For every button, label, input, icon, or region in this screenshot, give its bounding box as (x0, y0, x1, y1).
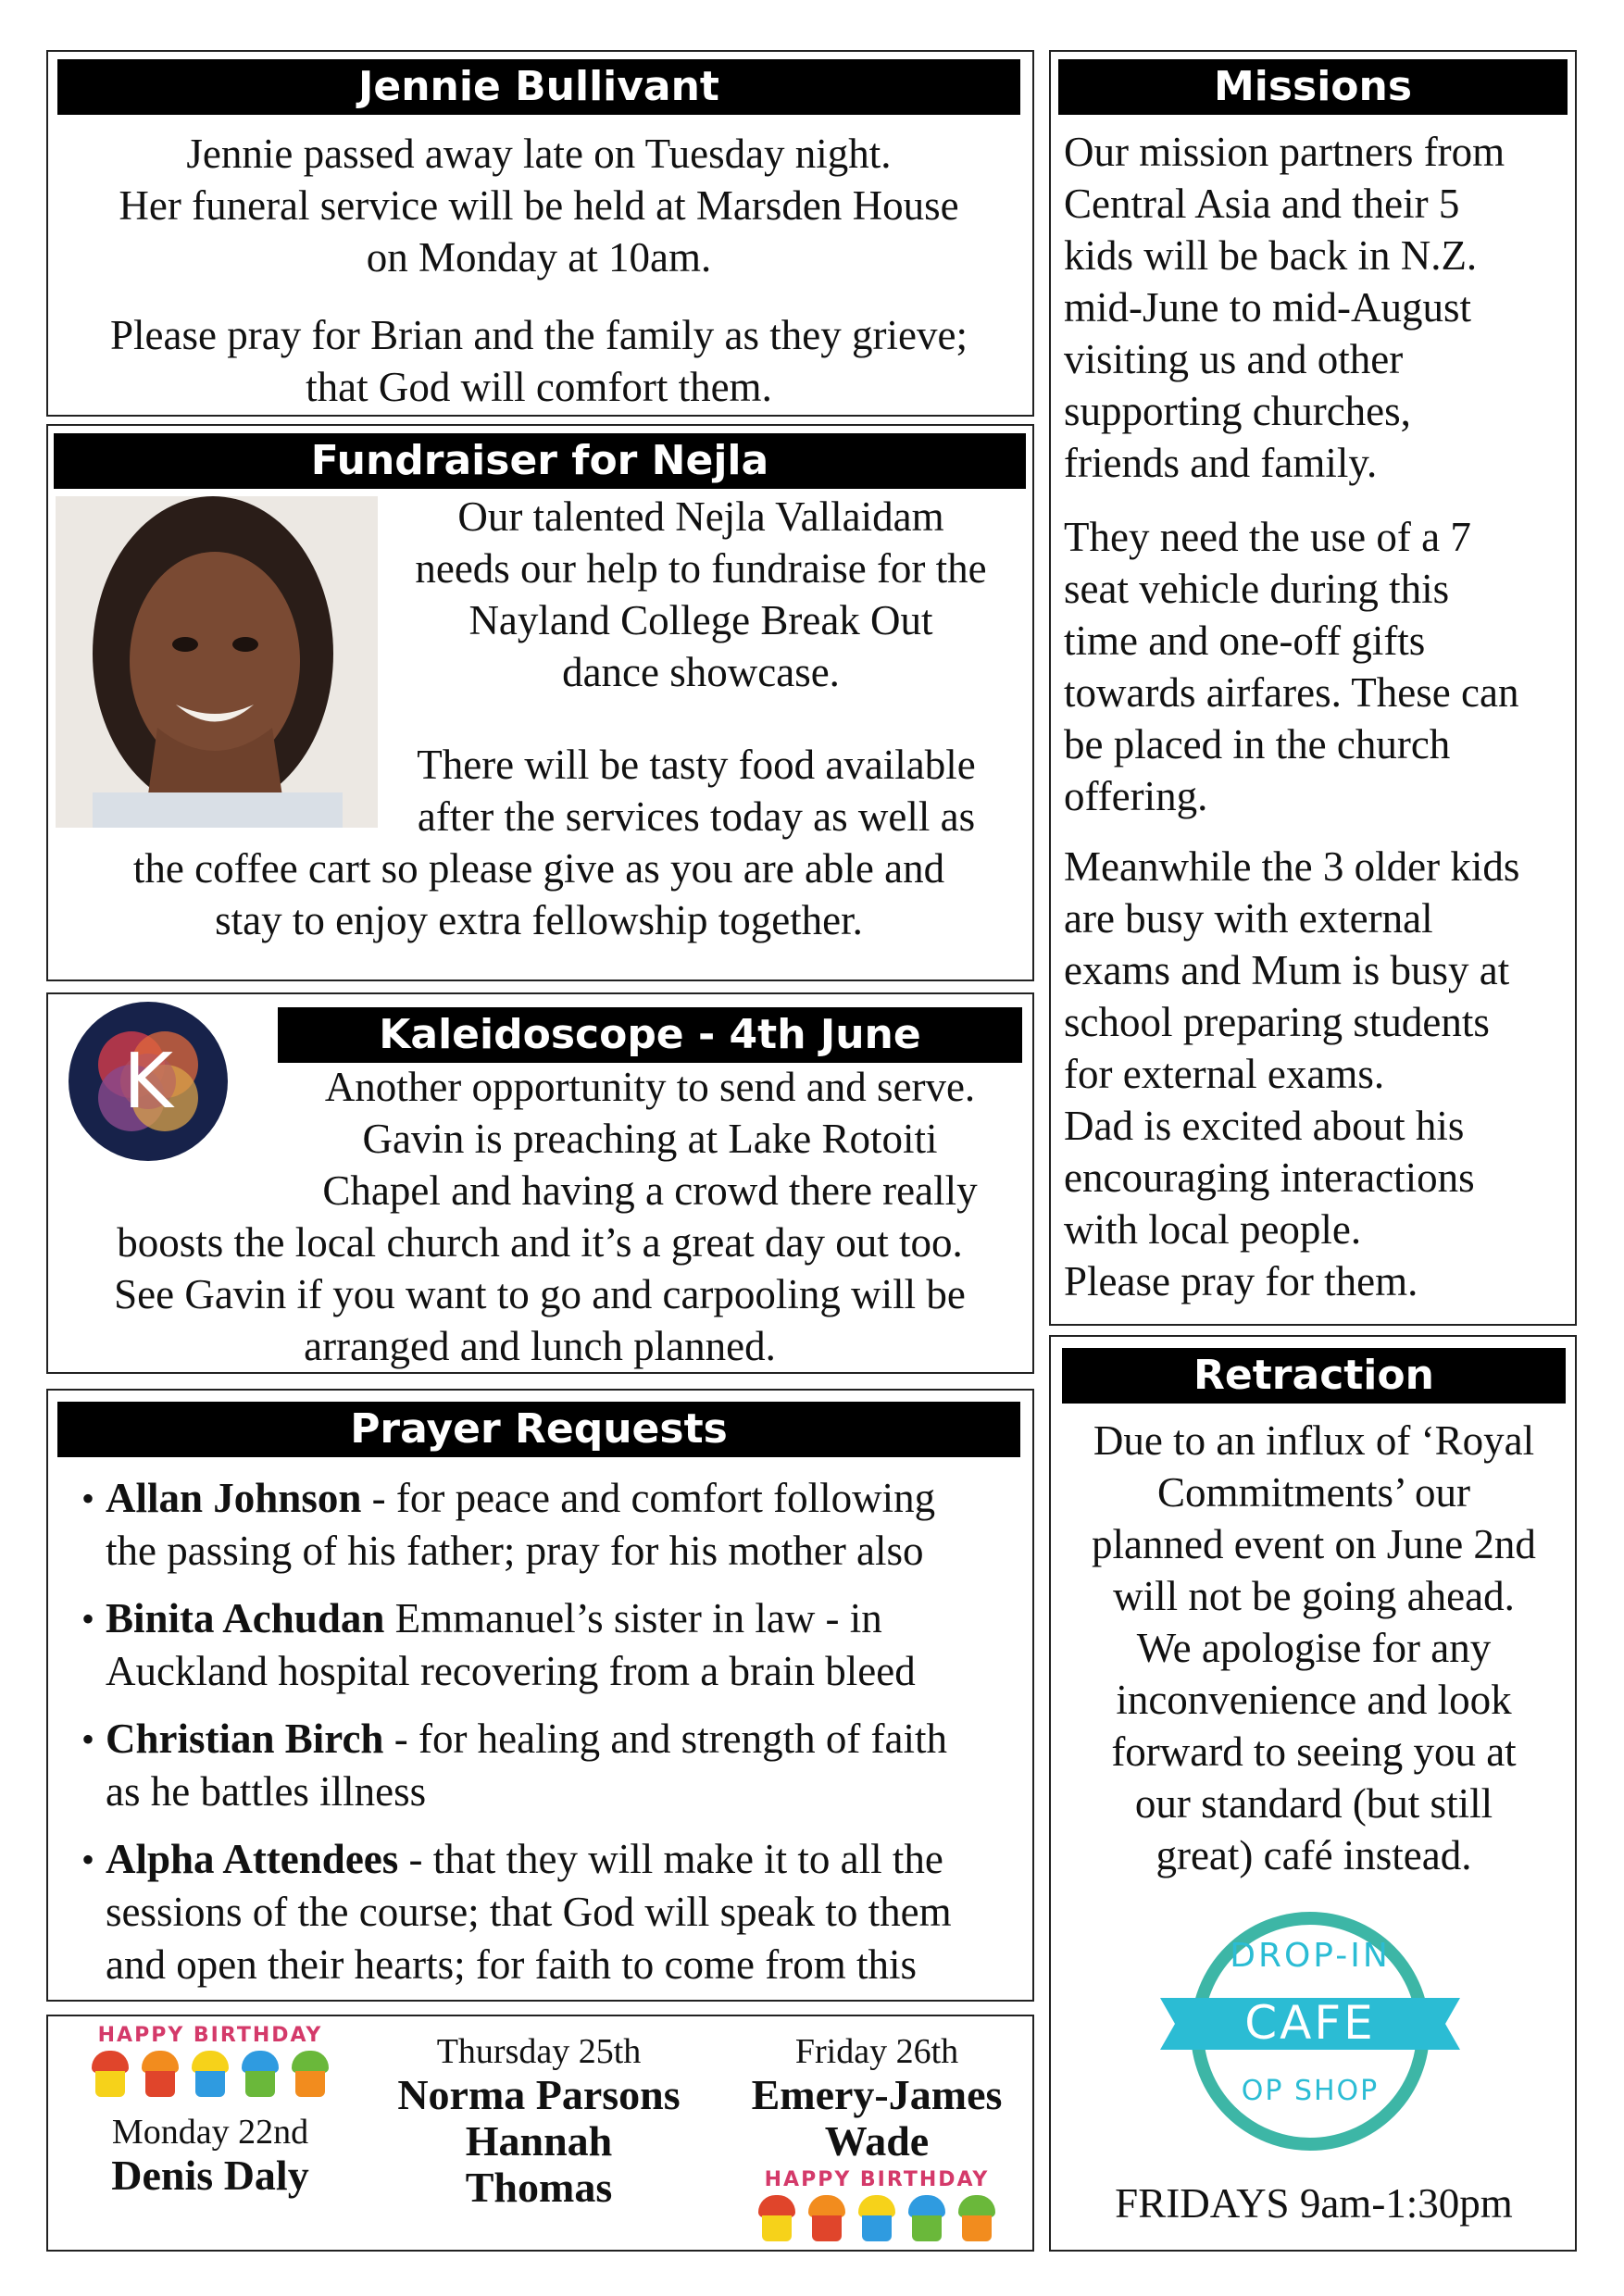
missions-line: supporting churches, (1064, 388, 1411, 434)
jennie-line: Please pray for Brian and the family as they grieve; (110, 312, 968, 358)
fundraiser-line: Nayland College Break Out (468, 597, 933, 643)
prayer-detail: and open their hearts; for faith to come from this (106, 1941, 917, 1988)
kaleidoscope-line: See Gavin if you want to go and carpooling will be (114, 1271, 966, 1317)
kaleidoscope-text-bottom (56, 1217, 1024, 1372)
dropin-cafe-logo (1143, 1911, 1477, 2152)
kaleidoscope-line: Gavin is preaching at Lake Rotoiti (362, 1116, 938, 1162)
jennie-line: that God will comfort them. (306, 364, 772, 410)
birthday-name: Emery-James (751, 2071, 1003, 2118)
kaleidoscope-logo-letter: K (123, 1038, 173, 1126)
missions-line: Dad is excited about his (1064, 1103, 1465, 1149)
missions-heading: Missions (1058, 59, 1568, 115)
missions-line: are busy with external (1064, 895, 1433, 942)
retraction-line: will not be going ahead. (1113, 1573, 1515, 1619)
missions-line: for external exams. (1064, 1051, 1385, 1097)
missions-line: mid-June to mid-August (1064, 284, 1471, 331)
retraction-line: forward to seeing you at (1111, 1728, 1517, 1775)
birthday-col-2 (354, 2031, 724, 2211)
prayer-item (81, 1472, 1068, 1578)
nejla-photo (56, 496, 378, 828)
missions-line: time and one-off gifts (1064, 618, 1426, 664)
fundraiser-line: the coffee cart so please give as you are able and (132, 845, 945, 892)
kaleidoscope-line: Chapel and having a crowd there really (322, 1167, 978, 1214)
prayer-item (81, 1713, 1068, 1818)
prayer-detail: - that they will make it to all the (398, 1836, 943, 1882)
cafe-logo-icon (1143, 1911, 1477, 2152)
happy-birthday-banner: HAPPY BIRTHDAY (764, 2168, 990, 2191)
cafe-logo-banner-text: CAFE (1244, 1996, 1376, 2050)
jennie-text (57, 128, 1020, 413)
missions-section (1049, 50, 1577, 1326)
fundraiser-line: There will be tasty food available (417, 742, 976, 788)
missions-line: They need the use of a 7 (1064, 514, 1471, 560)
birthday-name: Thomas (465, 2164, 613, 2211)
fundraiser-para2-top (400, 739, 993, 842)
prayer-detail: as he battles illness (106, 1768, 427, 1815)
kaleidoscope-heading: Kaleidoscope - 4th June (278, 1007, 1022, 1063)
fundraiser-line: after the services today as well as (417, 793, 976, 840)
fundraiser-line: Our talented Nejla Vallaidam (457, 493, 944, 540)
retraction-line: inconvenience and look (1116, 1677, 1512, 1723)
missions-line: Central Asia and their 5 (1064, 181, 1460, 227)
prayer-detail: Auckland hospital recovering from a brain bleed (106, 1648, 916, 1694)
prayer-detail: - for healing and strength of faith (383, 1716, 948, 1762)
prayer-name: Allan Johnson (106, 1475, 362, 1521)
missions-para-3 (1064, 841, 1568, 1307)
birthday-col-3 (724, 2031, 1030, 2243)
prayer-item (81, 1833, 1068, 1991)
kaleidoscope-line: arranged and lunch planned. (304, 1323, 776, 1369)
kaleidoscope-text-top (280, 1061, 1020, 1217)
missions-line: with local people. (1064, 1206, 1362, 1253)
bullet-icon: • (81, 1478, 95, 1519)
prayer-name: Alpha Attendees (106, 1836, 399, 1882)
missions-para-1 (1064, 126, 1568, 489)
missions-line: Our mission partners from (1064, 129, 1505, 175)
missions-line: Meanwhile the 3 older kids (1064, 843, 1520, 890)
birthday-name: Norma Parsons (397, 2071, 681, 2118)
missions-line: be placed in the church (1064, 721, 1451, 767)
cupcakes-icon (57, 2047, 363, 2099)
prayer-name: Binita Achudan (106, 1595, 385, 1641)
retraction-text (1058, 1415, 1569, 1881)
cafe-logo-top-text: DROP-IN (1230, 1937, 1391, 1975)
prayer-detail: Emmanuel’s sister in law - in (384, 1595, 882, 1641)
retraction-line: Due to an influx of ‘Royal (1093, 1417, 1535, 1464)
cafe-hours: FRIDAYS 9am-1:30pm (1115, 2180, 1513, 2227)
missions-line: Please pray for them. (1064, 1258, 1418, 1304)
fundraiser-heading: Fundraiser for Nejla (54, 433, 1026, 489)
missions-line: friends and family. (1064, 440, 1378, 486)
cupcakes-icon (724, 2191, 1030, 2243)
birthday-name: Denis Daly (111, 2152, 309, 2199)
bullet-icon: • (81, 1839, 95, 1880)
prayer-section (46, 1389, 1034, 2002)
missions-line: towards airfares. These can (1064, 669, 1519, 716)
jennie-heading: Jennie Bullivant (57, 59, 1020, 115)
birthday-name: Hannah (465, 2117, 613, 2165)
birthday-day: Friday 26th (794, 2032, 959, 2071)
jennie-line: Her funeral service will be held at Marsden House (119, 182, 959, 229)
retraction-heading: Retraction (1062, 1348, 1566, 1404)
prayer-detail: sessions of the course; that God will speak to them (106, 1889, 952, 1935)
happy-birthday-banner: HAPPY BIRTHDAY (97, 2024, 323, 2047)
missions-line: offering. (1064, 773, 1208, 819)
cafe-logo-bottom-text: OP SHOP (1241, 2075, 1380, 2107)
fundraiser-para2-bottom (57, 842, 1020, 946)
fundraiser-para1 (381, 491, 1020, 698)
prayer-item (81, 1592, 1068, 1698)
jennie-line: Jennie passed away late on Tuesday night. (186, 131, 892, 177)
kaleidoscope-logo-icon (67, 1000, 230, 1163)
birthday-col-1 (57, 2024, 363, 2199)
birthday-day: Thursday 25th (436, 2032, 642, 2071)
prayer-name: Christian Birch (106, 1716, 384, 1762)
fundraiser-line: stay to enjoy extra fellowship together. (215, 897, 863, 943)
missions-line: encouraging interactions (1064, 1154, 1475, 1201)
missions-line: school preparing students (1064, 999, 1490, 1045)
retraction-line: Commitments’ our (1157, 1469, 1470, 1516)
retraction-line: our standard (but still (1134, 1780, 1493, 1827)
bullet-icon: • (81, 1598, 95, 1640)
birthdays-section (46, 2015, 1034, 2252)
retraction-line: We apologise for any (1136, 1625, 1492, 1671)
missions-line: seat vehicle during this (1064, 566, 1450, 612)
fundraiser-section (46, 424, 1034, 981)
bullet-icon: • (81, 1718, 95, 1760)
prayer-detail: - for peace and comfort following (361, 1475, 936, 1521)
portrait-image (56, 496, 378, 828)
fundraiser-line: needs our help to fundraise for the (415, 545, 987, 592)
prayer-detail: the passing of his father; pray for his mother also (106, 1528, 924, 1574)
birthday-day: Monday 22nd (111, 2113, 309, 2152)
missions-para-2 (1064, 511, 1568, 822)
jennie-line: on Monday at 10am. (366, 234, 712, 281)
kaleidoscope-line: boosts the local church and it’s a great day out too. (117, 1219, 963, 1266)
retraction-line: great) café instead. (1156, 1832, 1472, 1878)
retraction-line: planned event on June 2nd (1092, 1521, 1536, 1567)
retraction-section (1049, 1335, 1577, 2252)
prayer-heading: Prayer Requests (57, 1402, 1020, 1457)
kaleidoscope-logo (67, 1000, 230, 1163)
missions-line: visiting us and other (1064, 336, 1404, 382)
kaleidoscope-section (46, 992, 1034, 1374)
birthday-name: Wade (824, 2117, 930, 2165)
missions-line: exams and Mum is busy at (1064, 947, 1510, 993)
missions-line: kids will be back in N.Z. (1064, 232, 1478, 279)
kaleidoscope-line: Another opportunity to send and serve. (324, 1064, 976, 1110)
jennie-section (46, 50, 1034, 417)
fundraiser-line: dance showcase. (562, 649, 840, 695)
